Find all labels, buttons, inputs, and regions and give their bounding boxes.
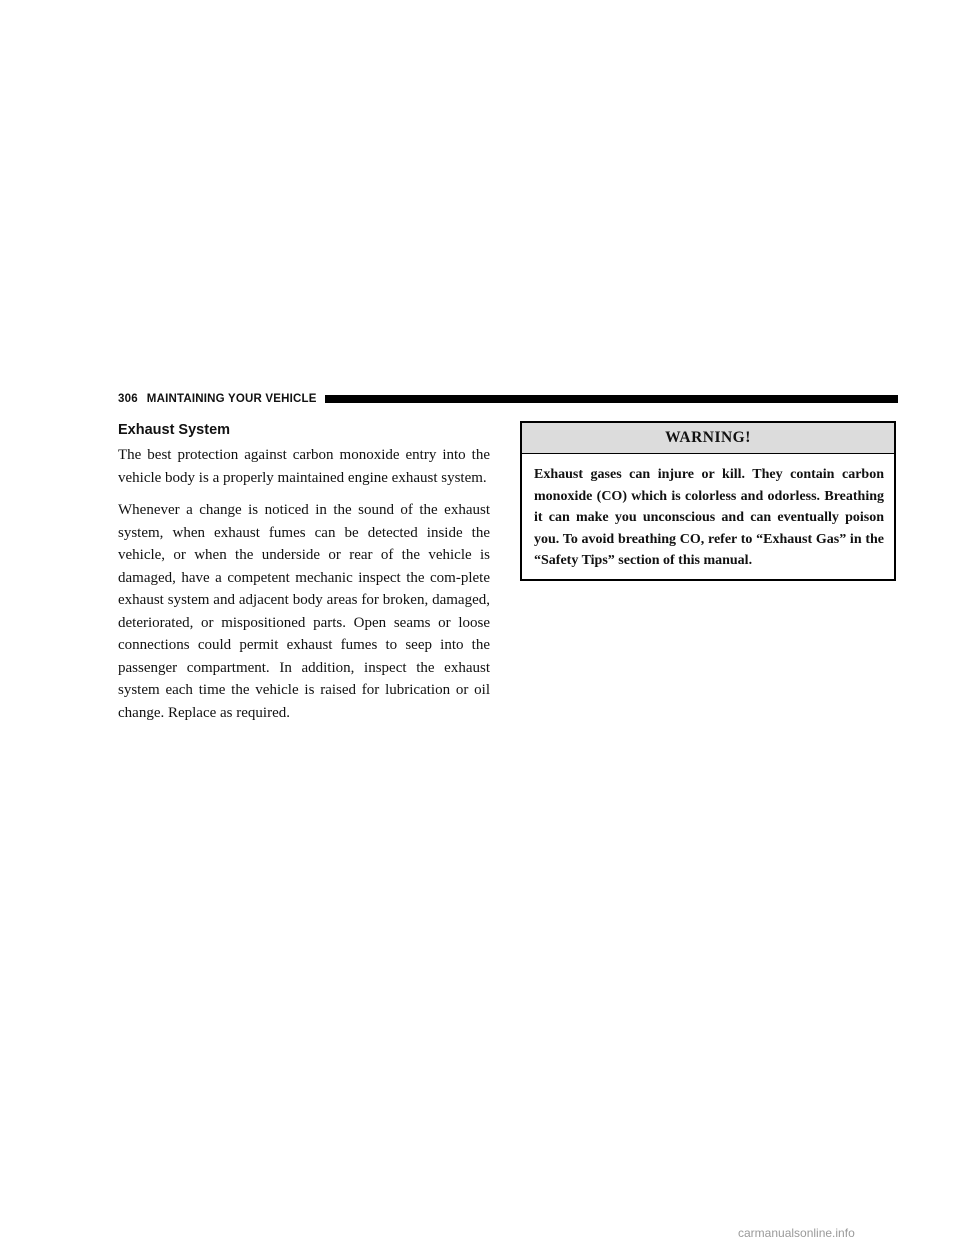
page-number: 306 — [118, 393, 138, 405]
warning-title-bar — [522, 423, 894, 454]
warning-title: WARNING! — [665, 429, 751, 446]
body-paragraph: The best protection against carbon monoxide entry into the vehicle body is a properly maintained engine exhaust system. — [118, 447, 490, 486]
main-column — [118, 420, 490, 734]
section-title: MAINTAINING YOUR VEHICLE — [146, 393, 317, 405]
warning-text: Exhaust gases can injure or kill. They contain carbon monoxide (CO) which is colorless and odorless. Breathing it can make you unconscious and can eventually poison you. To avoid breathing CO, refer to “Exhaust Gas” in the “Safety Tips” section of this manual. — [534, 467, 884, 568]
body-paragraph: Whenever a change is noticed in the sound of the exhaust system, when exhaust fumes can be detected inside the vehicle, or when the underside or rear of the vehicle is damaged, have a competent mechanic inspect the com-plete exhaust system and adjacent body areas for broken, damaged, deteriorated, or mispositioned parts. Open seams or loose connections could permit exhaust fumes to seep into the passenger compartment. In addition, inspect the exhaust system each time the vehicle is raised for lubrication or oil change. Replace as required. — [118, 502, 490, 721]
warning-box — [520, 421, 896, 581]
watermark: carmanualsonline.info — [738, 1226, 855, 1240]
section-heading: Exhaust System — [118, 422, 231, 438]
page-header — [118, 391, 898, 407]
header-rule — [325, 395, 898, 403]
